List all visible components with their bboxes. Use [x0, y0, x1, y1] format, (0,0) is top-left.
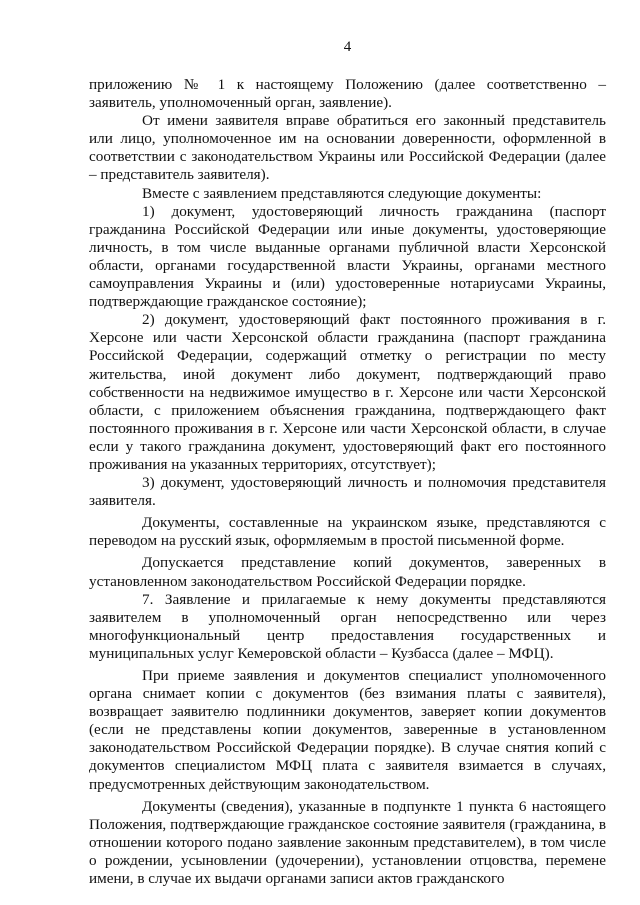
paragraph-continuation: приложению № 1 к настоящему Положению (далее соответственно – заявитель, уполномоченный орган, заявление). [89, 76, 606, 112]
paragraph-civil-status: Документы (сведения), указанные в подпункте 1 пункта 6 настоящего Положения, подтверждающие гражданское состояние заявителя (гражданина, в отношении которого подано заявление законным представителем), в том числе о рождении, усыновлении (удочерении), установлении отцовства, перемене имени, в случае их выдачи органами записи актов гражданского [89, 797, 606, 888]
page-number: 4 [343, 39, 352, 55]
list-item-3: 3) документ, удостоверяющий личность и полномочия представителя заявителя. [89, 474, 606, 510]
paragraph-representative: От имени заявителя вправе обратиться его законный представитель или лицо, уполномоченное им на основании доверенности, оформленной в соответствии с законодательством Украины или Российской Федерации (далее – представитель заявителя). [89, 112, 606, 184]
paragraph-copies: Допускается представление копий документов, заверенных в установленном законодательством Российской Федерации порядке. [89, 554, 606, 590]
paragraph-documents-intro: Вместе с заявлением представляются следующие документы: [142, 184, 542, 202]
paragraph-translation: Документы, составленные на украинском языке, представляются с переводом на русский язык, оформляемым в простой письменной форме. [89, 514, 606, 550]
paragraph-section-7: 7. Заявление и прилагаемые к нему документы представляются заявителем в уполномоченный орган непосредственно или через многофункциональный центр предоставления государственных и муниципальных услуг Кемеровской области – Кузбасса (далее – МФЦ). [89, 590, 606, 662]
document-body [89, 76, 606, 888]
paragraph-reception: При приеме заявления и документов специалист уполномоченного органа снимает копии с документов (без взимания платы с заявителя), возвращает заявителю подлинники документов, заверяет копии документов (если не представлены копии документов, заверенные в установленном законодательством Российской Федерации порядке). В случае снятия копий с документов специалистом МФЦ плата с заявителя взимается в случаях, предусмотренных действующим законодательством. [89, 667, 606, 793]
list-item-1: 1) документ, удостоверяющий личность гражданина (паспорт гражданина Российской Федерации или иные документы, удостоверяющие личность, в том числе выданные органами публичной власти Херсонской области, органами государственной власти Украины, органами местного самоуправления Украины и (или) удостоверенные нотариусами Украины, подтверждающие гражданское состояние); [89, 202, 606, 311]
list-item-2: 2) документ, удостоверяющий факт постоянного проживания в г. Херсоне или части Херсонской области гражданина (паспорт гражданина Российской Федерации, содержащий отметку о регистрации по месту жительства, иной документ либо документ, подтверждающий право собственности на недвижимое имущество в г. Херсоне или части Херсонской области, с приложением объяснения гражданина, подтверждающего факт постоянного проживания в г. Херсоне или части Херсонской области, в случае если у такого гражданина документ, удостоверяющий факт его постоянного проживания на указанных территориях, отсутствует); [89, 311, 606, 473]
